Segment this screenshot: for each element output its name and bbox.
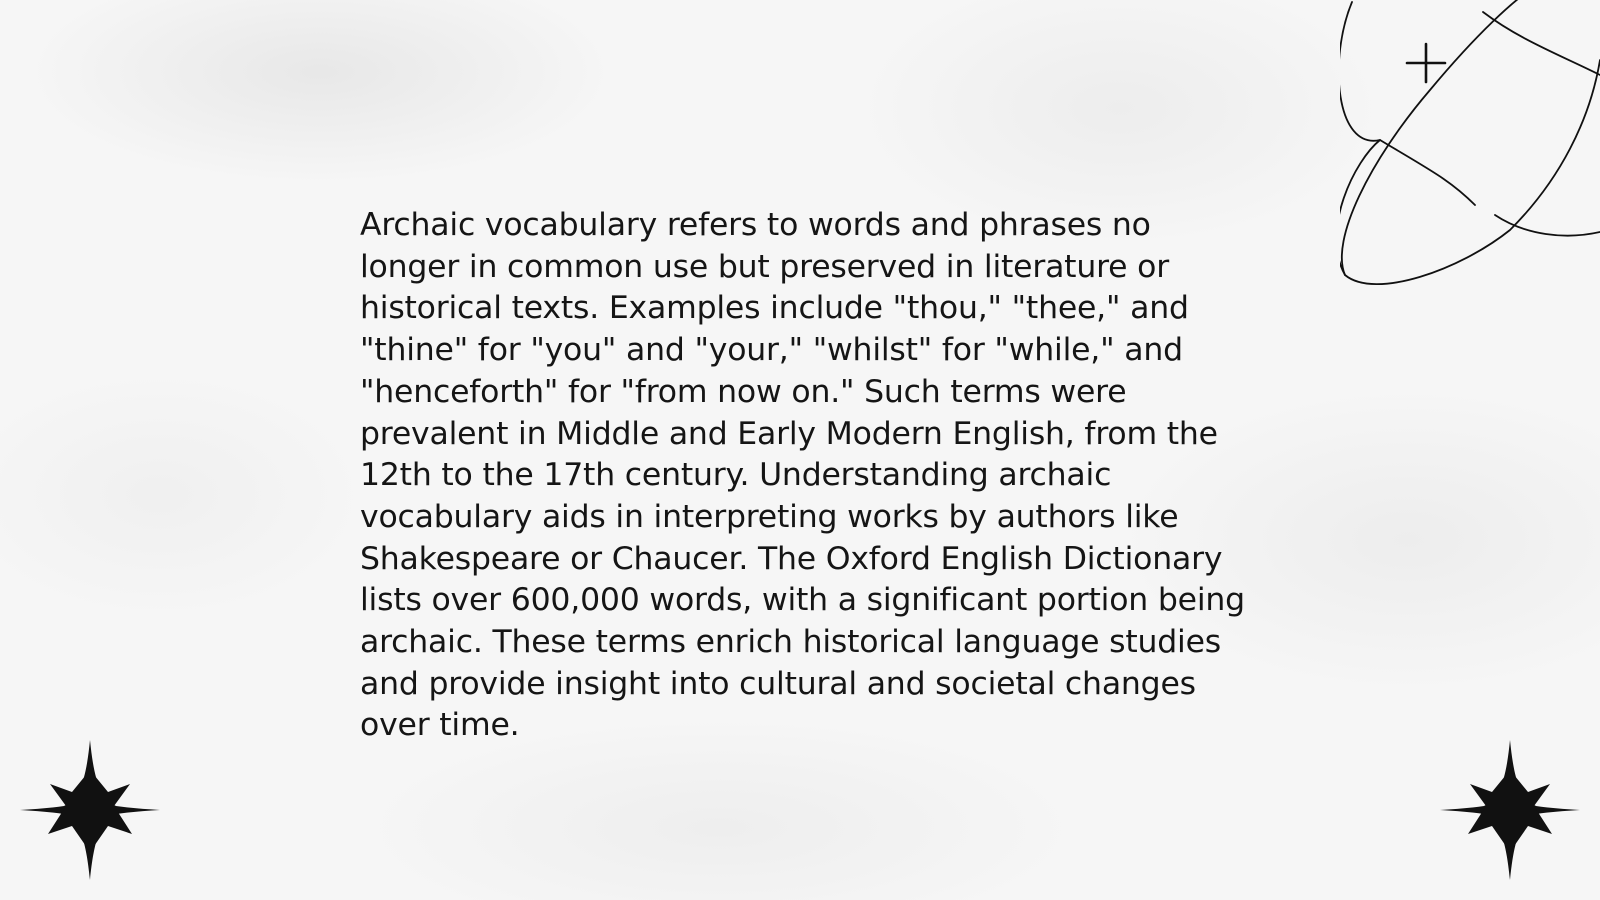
four-point-star-icon xyxy=(1440,740,1580,880)
four-point-star-icon xyxy=(20,740,160,880)
slide-body-text: Archaic vocabulary refers to words and phrases no longer in common use but preserved in literature or historical texts. Examples include "thou," "thee," and "thine" for "you" and "your," "whilst" for "while," and "henceforth" for "from now on." Such terms were prevalent in Middle and Early Modern English, from the 12th to the 17th century. Understanding archaic vocabulary aids in interpreting works by authors like Shakespeare or Chaucer. The Oxford English Dictionary lists over 600,000 words, with a significant portion being archaic. These terms enrich historical language studies and provide insight into cultural and societal changes over time. xyxy=(360,207,1245,744)
orbit-lines-icon xyxy=(1340,0,1600,290)
